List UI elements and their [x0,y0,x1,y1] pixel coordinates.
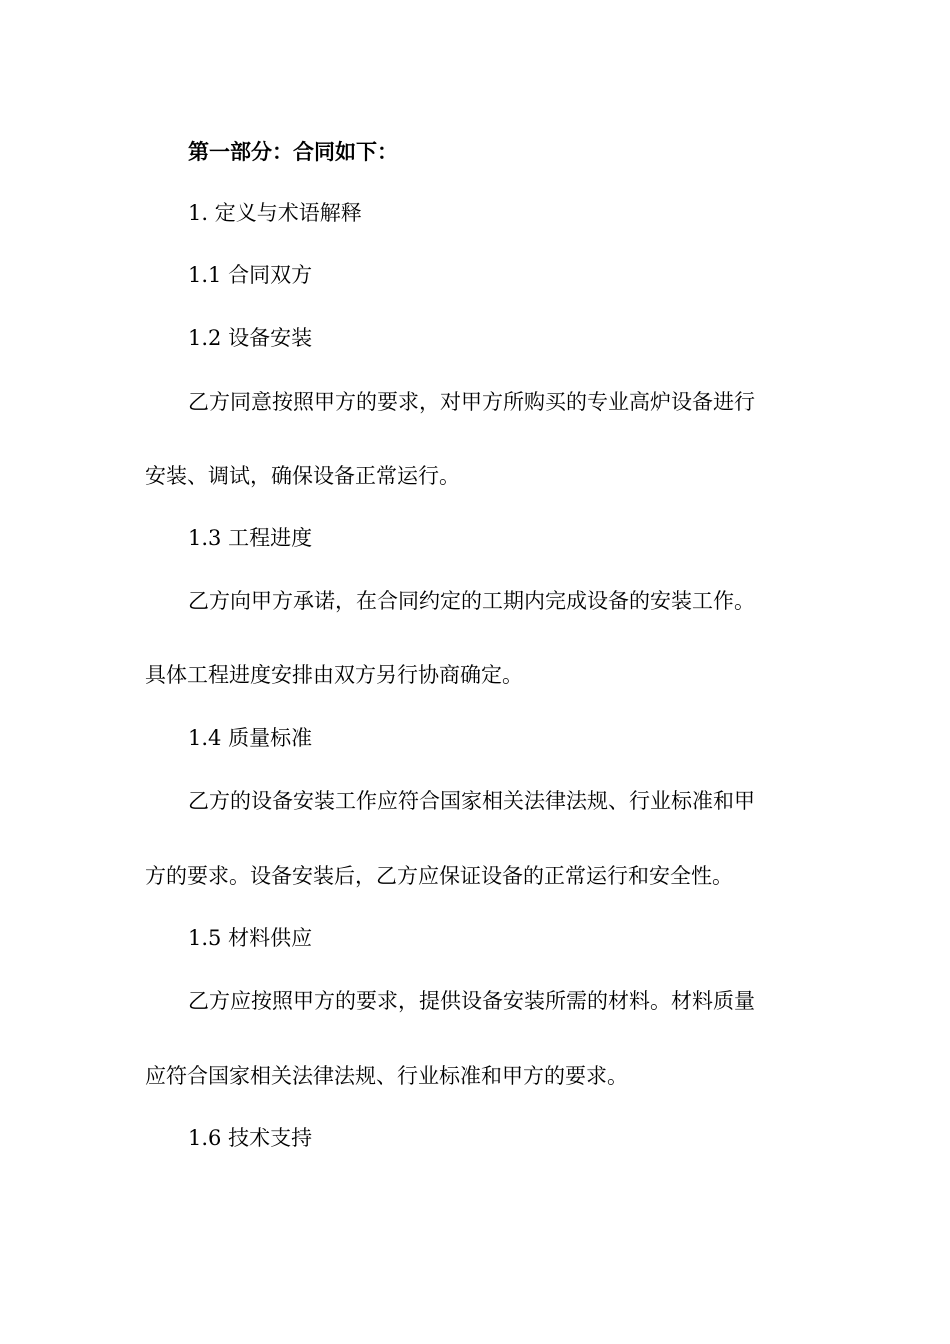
section-heading-1: 1. 定义与术语解释 [188,201,362,225]
section-heading-1-4: 1.4 质量标准 [188,726,313,750]
section-heading-1-5: 1.5 材料供应 [188,926,313,950]
paragraph-1-5-line-2: 应符合国家相关法律法规、行业标准和甲方的要求。 [145,1064,628,1088]
paragraph-1-2-line-1: 乙方同意按照甲方的要求，对甲方所购买的专业高炉设备进行 [188,390,755,414]
section-heading-1-1: 1.1 合同双方 [188,263,313,287]
paragraph-1-2-line-2: 安装、调试，确保设备正常运行。 [145,464,460,488]
paragraph-1-3-line-2: 具体工程进度安排由双方另行协商确定。 [145,663,523,687]
section-heading-1-2: 1.2 设备安装 [188,326,313,350]
paragraph-1-4-line-1: 乙方的设备安装工作应符合国家相关法律法规、行业标准和甲 [188,789,755,813]
paragraph-1-5-line-1: 乙方应按照甲方的要求，提供设备安装所需的材料。材料质量 [188,989,755,1013]
part-title: 第一部分：合同如下： [188,140,398,164]
section-heading-1-6: 1.6 技术支持 [188,1126,313,1150]
paragraph-1-3-line-1: 乙方向甲方承诺，在合同约定的工期内完成设备的安装工作。 [188,589,755,613]
paragraph-1-4-line-2: 方的要求。设备安装后，乙方应保证设备的正常运行和安全性。 [145,864,733,888]
section-heading-1-3: 1.3 工程进度 [188,526,313,550]
